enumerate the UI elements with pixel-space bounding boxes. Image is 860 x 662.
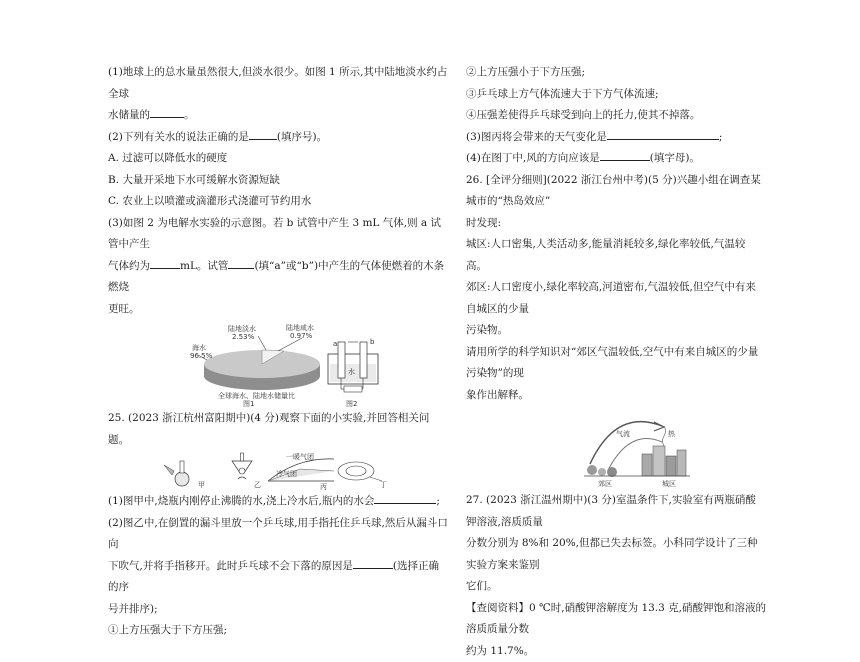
- pouring-beaker: [164, 465, 174, 475]
- city-description: 城区:人口密集,人类活动多,能量消耗较多,绿化率较低,气温较高。: [466, 234, 766, 277]
- building: [677, 450, 686, 476]
- q27-line3: 它们。: [466, 576, 766, 598]
- airflow-arrowhead: [654, 422, 664, 431]
- reference-line2: 约为 11.7%。: [466, 641, 766, 662]
- figure-2-electrolysis: [328, 338, 378, 408]
- isobar-figure: [338, 462, 387, 489]
- isobar-inner: [346, 466, 366, 476]
- leader-line-fresh: [258, 336, 266, 350]
- option-c: C. 农业上以喷灌或滴灌形式浇灌可节约用水: [108, 191, 448, 213]
- label-land-salt-pct: 0.97%: [290, 332, 313, 340]
- q24-part2: (2)下列有关水的说法正确的是 (填序号)。: [108, 127, 448, 149]
- label-land-fresh: 陆地淡水: [228, 324, 256, 333]
- figure-26-svg: [466, 406, 766, 490]
- test-tube-b: [360, 342, 367, 378]
- label-a: a: [333, 340, 337, 348]
- flask-neck: [180, 461, 184, 473]
- city-buildings: [642, 446, 686, 476]
- q25-option-1: ①上方压强大于下方压强;: [108, 620, 448, 642]
- label-sea-pct: 96.5%: [190, 352, 213, 360]
- suburb-description-line2: 污染物。: [466, 320, 766, 342]
- answer-blank-1[interactable]: [150, 105, 184, 118]
- left-column: [108, 62, 448, 642]
- label-yi: 乙: [254, 481, 261, 489]
- label-bing: 丙: [320, 483, 327, 491]
- funnel-figure: [232, 453, 261, 489]
- q24-part1-line2: 水储量的 。: [108, 105, 448, 127]
- figure-26-heat-island: [466, 406, 766, 490]
- tree: [598, 468, 606, 476]
- q24-part3-line3: 更旺。: [108, 299, 448, 321]
- label-suburb: 郊区: [598, 479, 612, 488]
- answer-blank-4[interactable]: [228, 256, 254, 269]
- figure-25-svg: [108, 451, 448, 491]
- answer-blank-2[interactable]: [249, 127, 277, 140]
- isobar-outer: [338, 462, 374, 480]
- label-city: 城区: [662, 479, 676, 488]
- q26-title-line1: 26. [全评分细则](2022 浙江台州中考)(5 分)兴趣小组在调查某城市的“热岛效应”: [466, 170, 766, 213]
- battery: [344, 386, 362, 392]
- tree: [587, 465, 597, 475]
- q27-line1: 27. (2023 浙江温州期中)(3 分)室温条件下,实验室有两瓶硝酸钾溶液,溶质质量: [466, 490, 766, 533]
- q27-line2: 分数分别为 8%和 20%,但都已失去标签。小科同学设计了三种实验方案来鉴别: [466, 533, 766, 576]
- label-ding: 丁: [380, 481, 387, 489]
- ping-pong-ball: [239, 468, 245, 474]
- tree: [607, 467, 617, 477]
- answer-blank-7[interactable]: [607, 127, 719, 140]
- q25-option-2: ②上方压强小于下方压强;: [466, 62, 766, 84]
- q25-part4: (4)在图丁中,风的方向应该是 (填字母)。: [466, 148, 766, 170]
- q26-ask-line2: 象作出解释。: [466, 385, 766, 407]
- q25-part2-line2: 下吹气,并将手指移开。此时乒乓球不会下落的原因是 (选择正确的序: [108, 556, 448, 599]
- flask-figure: [164, 461, 205, 489]
- q25-title: 25. (2023 浙江杭州富阳期中)(4 分)观察下面的小实验,并回答相关问题。: [108, 408, 448, 451]
- figure-1-label: 图1: [243, 399, 254, 408]
- building: [666, 456, 676, 476]
- figure-2-label: 图2: [346, 399, 357, 408]
- right-column: [466, 62, 766, 662]
- q24-part3-line1: (3)如图 2 为电解水实验的示意图。若 b 试管中产生 3 mL 气体,则 a 试管中产生: [108, 213, 448, 256]
- label-jia: 甲: [198, 481, 205, 489]
- suburb-description-line1: 郊区:人口密度小,绿化率较高,河道密布,气温较低,但空气中有来自城区的少量: [466, 277, 766, 320]
- q25-part3: (3)图丙将会带来的天气变化是 ;: [466, 127, 766, 149]
- reference-line1: 【查阅资料】0 ℃时,硝酸钾溶解度为 13.3 克,硝酸钾饱和溶液的溶质质量分数: [466, 598, 766, 641]
- q26-ask-line1: 请用所学的科学知识对“郊区气温较低,空气中有来自城区的少量污染物”的现: [466, 342, 766, 385]
- q25-option-3: ③乒乓球上方气体流速大于下方气体流速;: [466, 84, 766, 106]
- figure-1-pie-chart: [108, 320, 448, 408]
- q25-part1: (1)图甲中,烧瓶内刚停止沸腾的水,浇上冷水后,瓶内的水会 ;: [108, 491, 448, 513]
- figures-1-2: [108, 320, 448, 408]
- label-land-salt: 陆地咸水: [286, 323, 314, 332]
- q24-part1-line1: (1)地球上的总水量虽然很大,但淡水很少。如图 1 所示,其中陆地淡水约占全球: [108, 62, 448, 105]
- building: [653, 446, 665, 476]
- q25-part2-line1: (2)图乙中,在倒置的漏斗里放一个乒乓球,用手指托住乒乓球,然后从漏斗口向: [108, 513, 448, 556]
- label-water: 水: [348, 367, 355, 376]
- label-airflow: 气流: [616, 429, 630, 438]
- figure-25-experiments: [108, 451, 448, 491]
- label-cold: 冷气团: [276, 469, 297, 478]
- finger: [238, 477, 246, 479]
- label-warm: 一暖气团: [286, 452, 314, 461]
- q24-part3-line2: 气体约为 mL。试管 (填“a”或“b”)中产生的气体使燃着的木条燃烧: [108, 256, 448, 299]
- answer-blank-5[interactable]: [374, 491, 436, 504]
- heat-wave: [663, 426, 666, 446]
- label-land-fresh-pct: 2.53%: [232, 333, 255, 341]
- suburb-trees: [587, 465, 617, 477]
- q25-part2-line3: 号并排序);: [108, 599, 448, 621]
- label-b: b: [370, 338, 375, 346]
- answer-blank-6[interactable]: [353, 556, 393, 569]
- flask-body: [175, 472, 189, 486]
- q25-option-4: ④压强差使得乒乓球受到向上的托力,使其不掉落。: [466, 105, 766, 127]
- label-heat: 热: [668, 429, 676, 438]
- funnel-stem: [241, 453, 244, 461]
- front-figure: [268, 452, 334, 491]
- q26-title-line2: 时发现:: [466, 213, 766, 235]
- answer-blank-3[interactable]: [150, 256, 180, 269]
- figure-1-caption: 全球海水、陆地水储量比: [218, 391, 295, 400]
- option-b: B. 大量开采地下水可缓解水资源短缺: [108, 170, 448, 192]
- label-sea: 海水: [192, 343, 206, 352]
- option-a: A. 过滤可以降低水的硬度: [108, 148, 448, 170]
- test-tube-a: [338, 342, 345, 378]
- building: [642, 454, 652, 476]
- answer-blank-8[interactable]: [600, 148, 650, 161]
